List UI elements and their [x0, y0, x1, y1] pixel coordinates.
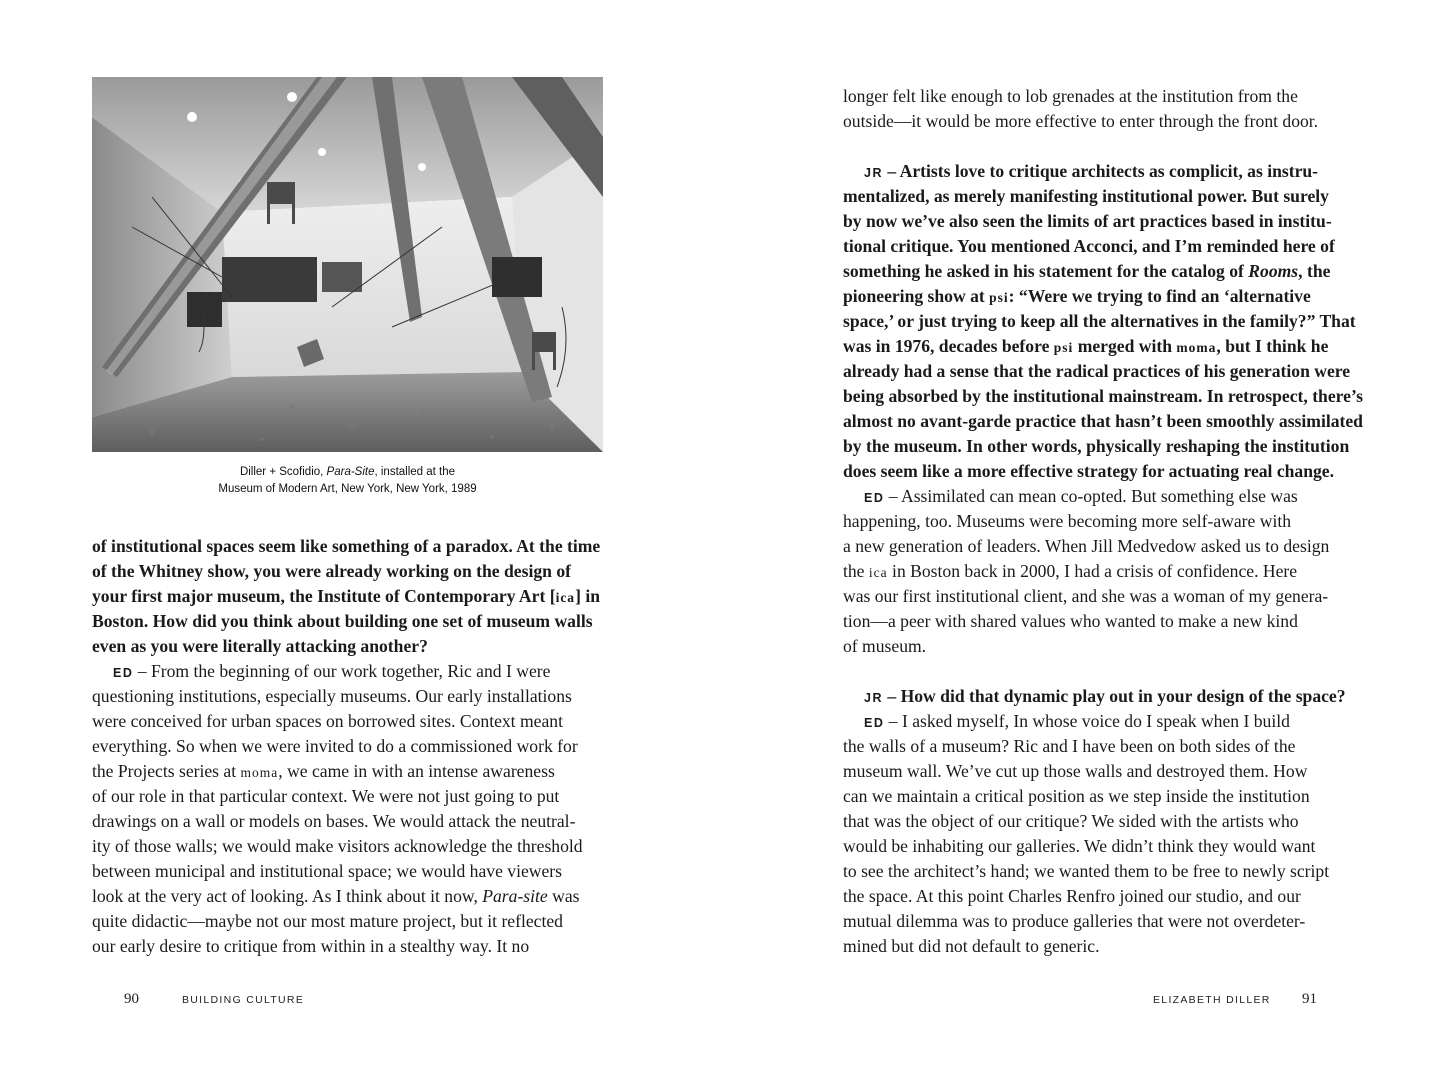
- text-line: that was the object of our critique? We sided with the artists who: [843, 811, 1299, 831]
- text-line: a new generation of leaders. When Jill Medvedow asked us to design: [843, 536, 1330, 556]
- text-line: pioneering show at psi: “Were we trying to find an ‘alternative: [843, 286, 1311, 306]
- text-line: look at the very act of looking. As I think about it now, Para-site was: [92, 886, 580, 906]
- text-line: tion—a peer with shared values who wanted to make a new kind: [843, 611, 1298, 631]
- caption-title: Para-Site: [326, 466, 375, 478]
- text-line: does seem like a more effective strategy for actuating real change.: [843, 461, 1335, 481]
- right-page-number: 91: [1302, 991, 1317, 1007]
- text-line: of institutional spaces seem like something of a paradox. At the time: [92, 536, 601, 556]
- text-line: the Projects series at moma, we came in with an intense awareness: [92, 761, 555, 781]
- text-line: drawings on a wall or models on bases. We would attack the neutral-: [92, 811, 576, 831]
- left-page-number: 90: [124, 991, 139, 1007]
- text-line: to see the architect’s hand; we wanted them to be free to newly script: [843, 861, 1330, 881]
- left-page-text: [92, 534, 607, 959]
- speaker-label: JR: [864, 166, 883, 180]
- text-line: was our first institutional client, and she was a woman of my genera-: [843, 586, 1329, 606]
- right-running-head: ELIZABETH DILLER: [1153, 994, 1271, 1006]
- text-line: mentalized, as merely manifesting institutional power. But surely: [843, 186, 1329, 206]
- text-line: outside—it would be more effective to enter through the front door.: [843, 111, 1319, 131]
- text-line: mined but did not default to generic.: [843, 936, 1100, 956]
- figure-caption: [92, 464, 603, 498]
- paragraph-gap: [843, 134, 1358, 159]
- text-line: longer felt like enough to lob grenades at the institution from the: [843, 86, 1298, 106]
- text-line: ED – Assimilated can mean co-opted. But something else was: [864, 486, 1298, 506]
- text-line: by the museum. In other words, physically reshaping the institution: [843, 436, 1350, 456]
- para-site-photo: [92, 77, 603, 452]
- text-line: something he asked in his statement for the catalog of Rooms, the: [843, 261, 1331, 281]
- text-line: of the Whitney show, you were already working on the design of: [92, 561, 571, 581]
- text-line: tional critique. You mentioned Acconci, and I’m reminded here of: [843, 236, 1335, 256]
- caption-line-2: Museum of Modern Art, New York, New York, 1989: [218, 483, 477, 495]
- paragraph-gap: [843, 659, 1358, 684]
- text-line: space,’ or just trying to keep all the alternatives in the family?” That: [843, 311, 1356, 331]
- text-line: museum wall. We’ve cut up those walls and destroyed them. How: [843, 761, 1308, 781]
- text-line: would be inhabiting our galleries. We didn’t think they would want: [843, 836, 1316, 856]
- text-line: the walls of a museum? Ric and I have been on both sides of the: [843, 736, 1296, 756]
- text-line: of our role in that particular context. We were not just going to put: [92, 786, 560, 806]
- text-line: of museum.: [843, 636, 927, 656]
- text-line: your first major museum, the Institute of Contemporary Art [ica] in: [92, 586, 600, 606]
- text-line: were conceived for urban spaces on borrowed sites. Context meant: [92, 711, 563, 731]
- text-line: the ica in Boston back in 2000, I had a crisis of confidence. Here: [843, 561, 1298, 581]
- caption-line-1: Diller + Scofidio, Para-Site, installed at the: [239, 466, 456, 478]
- text-line: happening, too. Museums were becoming more self-aware with: [843, 511, 1292, 531]
- text-line: being absorbed by the institutional mainstream. In retrospect, there’s: [843, 386, 1363, 406]
- text-line: almost no avant-garde practice that hasn’t been smoothly assimilated: [843, 411, 1363, 431]
- text-line: even as you were literally attacking another?: [92, 636, 428, 656]
- installation-photo-graphic: [92, 77, 603, 452]
- text-line: questioning institutions, especially museums. Our early installations: [92, 686, 572, 706]
- text-line: was in 1976, decades before psi merged with moma, but I think he: [843, 336, 1329, 356]
- text-line: by now we’ve also seen the limits of art practices based in institu-: [843, 211, 1332, 231]
- text-line: everything. So when we were invited to do a commissioned work for: [92, 736, 578, 756]
- text-line: Boston. How did you think about building one set of museum walls: [92, 611, 593, 631]
- left-running-head: BUILDING CULTURE: [182, 994, 305, 1006]
- speaker-label: ED: [864, 716, 885, 730]
- right-page-text: [843, 84, 1363, 959]
- text-line: JR – Artists love to critique architects as complicit, as instru-: [864, 161, 1319, 181]
- text-line: mutual dilemma was to produce galleries that were not overdeter-: [843, 911, 1306, 931]
- speaker-label: ED: [113, 666, 134, 680]
- text-line: our early desire to critique from within in a stealthy way. It no: [92, 936, 530, 956]
- text-line: between municipal and institutional space; we would have viewers: [92, 861, 563, 881]
- text-line: quite didactic—maybe not our most mature project, but it reflected: [92, 911, 563, 931]
- text-line: ED – I asked myself, In whose voice do I speak when I build: [864, 711, 1290, 731]
- text-line: JR – How did that dynamic play out in your design of the space?: [864, 686, 1346, 706]
- speaker-label: ED: [864, 491, 885, 505]
- speaker-label: JR: [864, 691, 883, 705]
- text-line: ity of those walls; we would make visitors acknowledge the threshold: [92, 836, 583, 856]
- text-line: can we maintain a critical position as we step inside the institution: [843, 786, 1310, 806]
- text-line: ED – From the beginning of our work together, Ric and I were: [113, 661, 551, 681]
- text-line: the space. At this point Charles Renfro joined our studio, and our: [843, 886, 1301, 906]
- text-line: already had a sense that the radical practices of his generation were: [843, 361, 1351, 381]
